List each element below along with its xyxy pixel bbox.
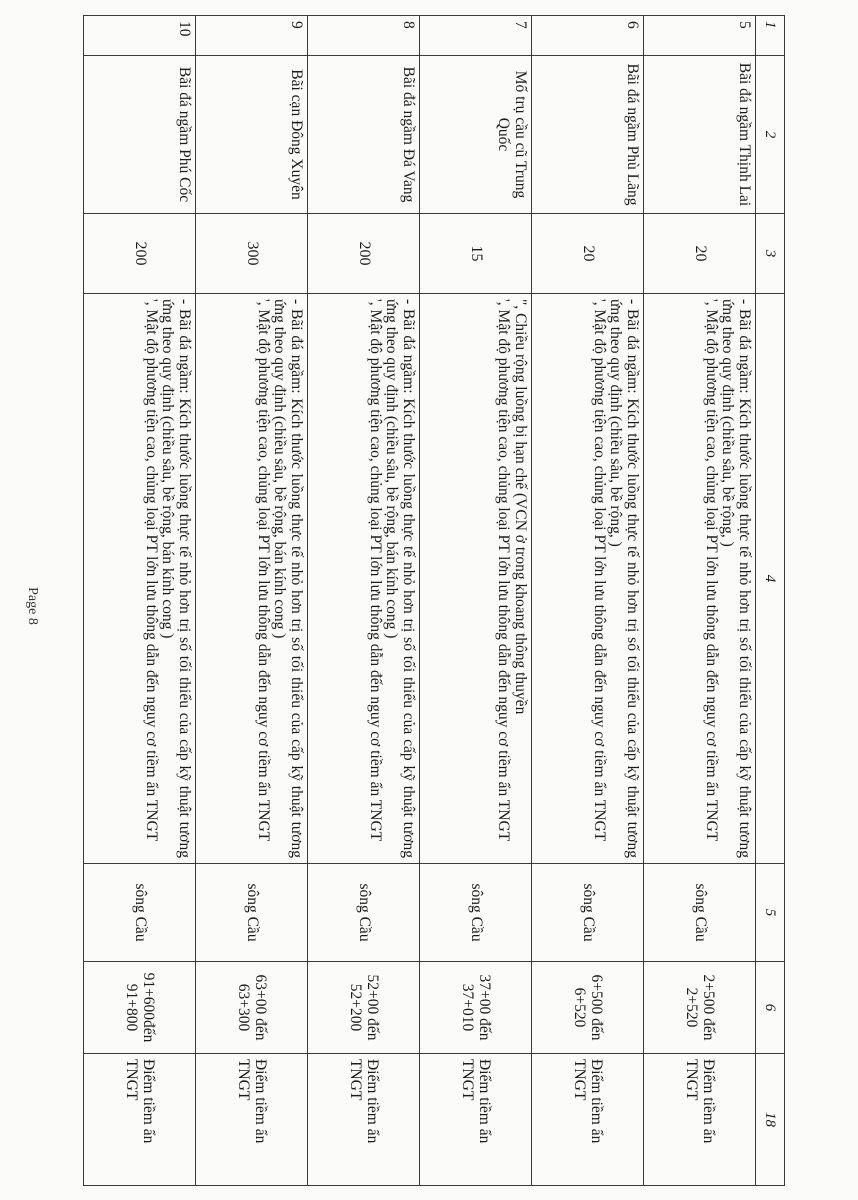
point-type: Điểm tiềm ẩn TNGT bbox=[84, 1054, 196, 1186]
length-value: 200 bbox=[308, 214, 420, 294]
length-value: 20 bbox=[644, 214, 756, 294]
description-line: ', Mật độ phương tiện cao, chủng loại PT lớn lưu thông dẫn đến nguy cơ tiềm ẩn TNGT bbox=[495, 299, 513, 842]
river-name: sông Cầu bbox=[644, 864, 756, 962]
table-row bbox=[308, 16, 420, 1186]
km-range: 63+00 đến 63+300 bbox=[196, 962, 308, 1054]
description bbox=[84, 294, 196, 864]
description bbox=[532, 294, 644, 864]
river-name: sông Cầu bbox=[532, 864, 644, 962]
description-line: - Bãi đá ngầm: Kích thước luồng thực tế nhỏ hơn trị số tối thiểu của cấp kỹ thuật tương ứng theo quy định (chiều sâu, bề rộng, bán kính cong ) bbox=[383, 299, 417, 858]
length-value: 300 bbox=[196, 214, 308, 294]
point-type: Điểm tiềm ẩn TNGT bbox=[196, 1054, 308, 1186]
km-range: 6+500 đến 6+520 bbox=[532, 962, 644, 1054]
row-number: 7 bbox=[420, 16, 532, 56]
description-line: - Bãi đá ngầm: Kích thước luồng thực tế nhỏ hơn trị số tối thiểu của cấp kỹ thuật tương ứng theo quy định (chiều sâu, bề rộng, ) bbox=[719, 299, 753, 858]
row-number: 9 bbox=[196, 16, 308, 56]
table-row bbox=[196, 16, 308, 1186]
row-number: 10 bbox=[84, 16, 196, 56]
table-row bbox=[84, 16, 196, 1186]
description-line: - Bãi đá ngầm: Kích thước luồng thực tế nhỏ hơn trị số tối thiểu của cấp kỹ thuật tương ứng theo quy định (chiều sâu, bề rộng, ) bbox=[607, 299, 641, 858]
location-name: Bãi đá ngầm Phú Cốc bbox=[84, 56, 196, 214]
point-type: Điểm tiềm ẩn TNGT bbox=[308, 1054, 420, 1186]
description bbox=[644, 294, 756, 864]
length-value: 200 bbox=[84, 214, 196, 294]
location-name: Bãi đá ngầm Phù Lãng bbox=[532, 56, 644, 214]
km-range: 2+500 đến 2+520 bbox=[644, 962, 756, 1054]
description-line: ', Mật độ phương tiện cao, chủng loại PT lớn lưu thông dẫn đến nguy cơ tiềm ẩn TNGT bbox=[591, 299, 608, 842]
header-row bbox=[756, 16, 785, 1186]
description-line: ', Mật độ phương tiện cao, chủng loại PT lớn lưu thông dẫn đến nguy cơ tiềm ẩn TNGT bbox=[255, 299, 272, 842]
row-number: 8 bbox=[308, 16, 420, 56]
table-row bbox=[532, 16, 644, 1186]
river-name: sông Cầu bbox=[308, 864, 420, 962]
description bbox=[420, 294, 532, 864]
row-number: 5 bbox=[644, 16, 756, 56]
description-line: - Bãi đá ngầm: Kích thước luồng thực tế nhỏ hơn trị số tối thiểu của cấp kỹ thuật tương ứng theo quy định (chiều sâu, bề rộng, bán kính cong ) bbox=[271, 299, 305, 858]
header-col-1: 1 bbox=[756, 16, 785, 56]
description-line: ", Chiều rộng luồng bị hạn chế (VCN ở trong khoang thông thuyền bbox=[512, 299, 529, 715]
description-line: ', Mật độ phương tiện cao, chủng loại PT lớn lưu thông dẫn đến nguy cơ tiềm ẩn TNGT bbox=[143, 299, 160, 842]
header-col-6: 6 bbox=[756, 962, 785, 1054]
header-col-5: 5 bbox=[756, 864, 785, 962]
page-number: Page 8 bbox=[25, 587, 40, 625]
description-line: ', Mật độ phương tiện cao, chủng loại PT lớn lưu thông dẫn đến nguy cơ tiềm ẩn TNGT bbox=[367, 299, 384, 842]
river-name: sông Cầu bbox=[84, 864, 196, 962]
river-name: sông Cầu bbox=[420, 864, 532, 962]
row-number: 6 bbox=[532, 16, 644, 56]
point-type: Điểm tiềm ẩn TNGT bbox=[420, 1054, 532, 1186]
description bbox=[196, 294, 308, 864]
description-line: ', Mật độ phương tiện cao, chủng loại PT lớn lưu thông dẫn đến nguy cơ tiềm ẩn TNGT bbox=[703, 299, 720, 842]
km-range: 52+00 đến 52+200 bbox=[308, 962, 420, 1054]
description-line: - Bãi đá ngầm: Kích thước luồng thực tế nhỏ hơn trị số tối thiểu của cấp kỹ thuật tương ứng theo quy định (chiều sâu, bề rộng, bán kính cong ) bbox=[159, 299, 193, 858]
rotated-table-sheet bbox=[85, 15, 785, 1185]
table-row bbox=[420, 16, 532, 1186]
location-name: Mố trụ cầu cũ Trung Quốc bbox=[420, 56, 532, 214]
length-value: 20 bbox=[532, 214, 644, 294]
description bbox=[308, 294, 420, 864]
location-name: Bãi đá ngầm Thịnh Lai bbox=[644, 56, 756, 214]
location-name: Bãi cạn Đông Xuyên bbox=[196, 56, 308, 214]
point-type: Điểm tiềm ẩn TNGT bbox=[644, 1054, 756, 1186]
river-name: sông Cầu bbox=[196, 864, 308, 962]
length-value: 15 bbox=[420, 214, 532, 294]
location-name: Bãi đá ngầm Đá Vang bbox=[308, 56, 420, 214]
km-range: 37+00 đến 37+010 bbox=[420, 962, 532, 1054]
hazard-points-table bbox=[83, 15, 785, 1186]
km-range: 91+600đến 91+800 bbox=[84, 962, 196, 1054]
header-col-4: 4 bbox=[756, 294, 785, 864]
header-col-3: 3 bbox=[756, 214, 785, 294]
point-type: Điểm tiềm ẩn TNGT bbox=[532, 1054, 644, 1186]
table-row bbox=[644, 16, 756, 1186]
header-col-2: 2 bbox=[756, 56, 785, 214]
header-col-18: 18 bbox=[756, 1054, 785, 1186]
